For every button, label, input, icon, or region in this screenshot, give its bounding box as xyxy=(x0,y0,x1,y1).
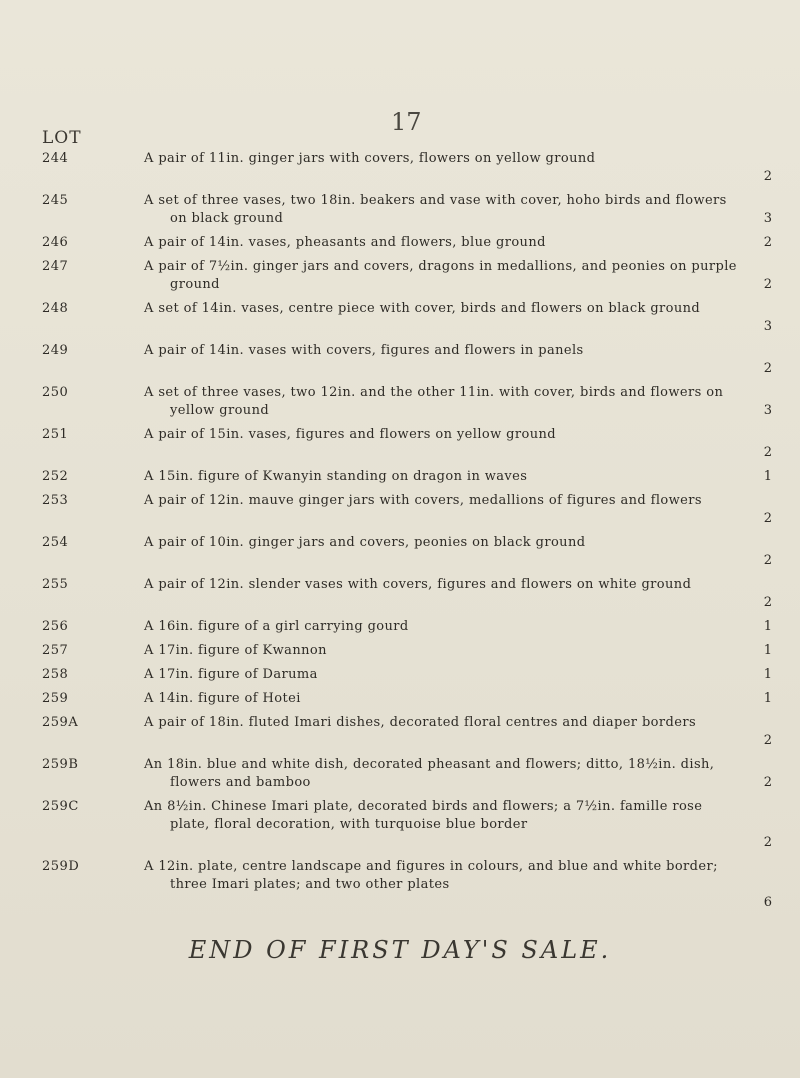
lot-description: A set of 14in. vases, centre piece with cover, birds and flowers on black ground xyxy=(144,301,701,316)
lot-description: A pair of 12in. mauve ginger jars with covers, medallions of figures and flowers xyxy=(144,493,702,508)
lot-quantity: 3 xyxy=(763,403,772,418)
lot-description: A 17in. figure of Kwannon xyxy=(144,643,327,658)
lot-number: 250 xyxy=(42,385,69,400)
lot-number: 244 xyxy=(42,151,69,166)
lot-description: A pair of 14in. vases with covers, figures and flowers in panels xyxy=(144,343,584,358)
lot-description: A 15in. figure of Kwanyin standing on dragon in waves xyxy=(144,469,528,484)
lot-number: 259B xyxy=(42,757,79,772)
lot-quantity: 1 xyxy=(763,667,772,682)
lot-number: 258 xyxy=(42,667,69,682)
lot-quantity: 2 xyxy=(763,835,772,850)
lot-description: A 16in. figure of a girl carrying gourd xyxy=(144,619,409,634)
page-number: 17 xyxy=(391,108,422,136)
lot-description: A pair of 12in. slender vases with covers, figures and flowers on white ground xyxy=(144,577,692,592)
lot-number: 256 xyxy=(42,619,69,634)
lot-number: 259A xyxy=(42,715,79,730)
lot-number: 255 xyxy=(42,577,69,592)
lot-description: An 18in. blue and white dish, decorated pheasant and flowers; ditto, 18½in. dish, flowers and bamboo xyxy=(144,757,715,790)
lot-description: A pair of 7½in. ginger jars and covers, dragons in medallions, and peonies on purple ground xyxy=(144,259,737,292)
lot-description: A pair of 18in. fluted Imari dishes, decorated floral centres and diaper borders xyxy=(144,715,697,730)
lot-description: A pair of 11in. ginger jars with covers, flowers on yellow ground xyxy=(144,151,596,166)
lot-number: 259D xyxy=(42,859,80,874)
lot-number: 248 xyxy=(42,301,69,316)
lot-quantity: 2 xyxy=(763,277,772,292)
end-of-sale-heading: END OF FIRST DAY'S SALE. xyxy=(188,936,612,964)
lot-quantity: 3 xyxy=(763,211,772,226)
lot-number: 245 xyxy=(42,193,69,208)
lot-quantity: 2 xyxy=(763,733,772,748)
lot-quantity: 2 xyxy=(763,361,772,376)
lot-number: 246 xyxy=(42,235,69,250)
lot-number: 251 xyxy=(42,427,69,442)
lot-number: 247 xyxy=(42,259,69,274)
lot-description: A pair of 10in. ginger jars and covers, peonies on black ground xyxy=(144,535,586,550)
lot-quantity: 6 xyxy=(763,895,772,910)
lot-quantity: 2 xyxy=(763,511,772,526)
lot-description: A 12in. plate, centre landscape and figures in colours, and blue and white border; three Imari plates; and two other plates xyxy=(144,859,718,892)
lot-description: A set of three vases, two 18in. beakers and vase with cover, hoho birds and flowers on black ground xyxy=(144,193,727,226)
lot-quantity: 1 xyxy=(763,619,772,634)
lot-quantity: 1 xyxy=(763,643,772,658)
lot-number: 259 xyxy=(42,691,69,706)
lot-quantity: 2 xyxy=(763,169,772,184)
lot-quantity: 2 xyxy=(763,445,772,460)
lot-quantity: 3 xyxy=(763,319,772,334)
lot-description: A pair of 15in. vases, figures and flowers on yellow ground xyxy=(144,427,556,442)
lot-number: 257 xyxy=(42,643,69,658)
lot-description: A pair of 14in. vases, pheasants and flowers, blue ground xyxy=(144,235,546,250)
lot-number: 253 xyxy=(42,493,69,508)
lot-quantity: 2 xyxy=(763,775,772,790)
lot-number: 252 xyxy=(42,469,69,484)
lot-quantity: 1 xyxy=(763,691,772,706)
lot-column-heading: LOT xyxy=(42,128,82,148)
lot-number: 259C xyxy=(42,799,79,814)
lot-description: An 8½in. Chinese Imari plate, decorated birds and flowers; a 7½in. famille rose plate, floral decoration, with turquoise blue border xyxy=(144,799,703,832)
lot-quantity: 2 xyxy=(763,553,772,568)
lot-description: A 14in. figure of Hotei xyxy=(144,691,301,706)
lot-quantity: 1 xyxy=(763,469,772,484)
lot-number: 254 xyxy=(42,535,69,550)
lot-number: 249 xyxy=(42,343,69,358)
lot-description: A set of three vases, two 12in. and the other 11in. with cover, birds and flowers on yellow ground xyxy=(144,385,724,418)
lot-quantity: 2 xyxy=(763,595,772,610)
lot-quantity: 2 xyxy=(763,235,772,250)
lot-description: A 17in. figure of Daruma xyxy=(144,667,318,682)
